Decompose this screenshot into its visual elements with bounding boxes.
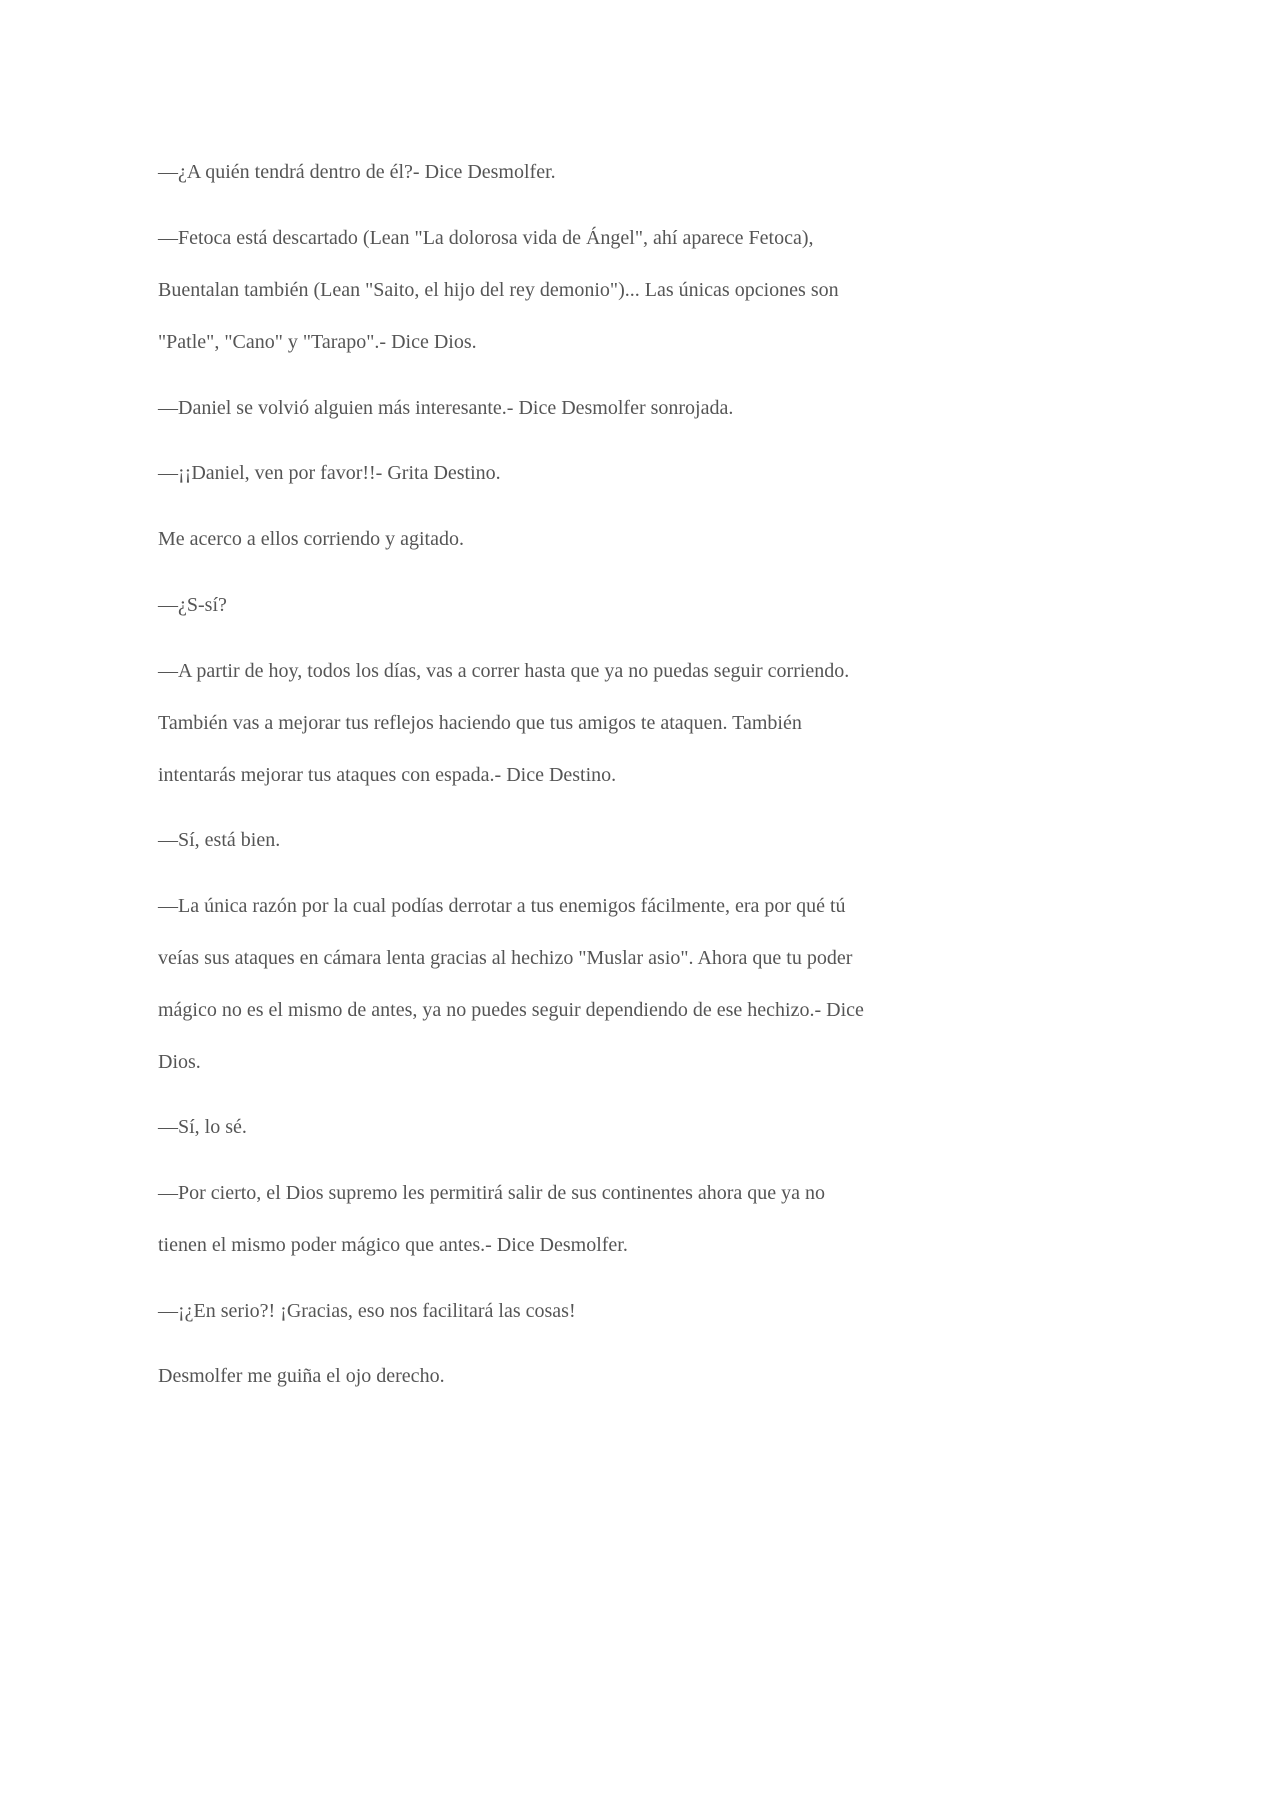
paragraph: [158, 1167, 958, 1271]
text-line: Dios.: [158, 1051, 201, 1073]
text-line: mágico no es el mismo de antes, ya no puedes seguir dependiendo de ese hechizo.- Dice: [158, 999, 864, 1021]
paragraph: [158, 1101, 958, 1153]
paragraph: [158, 645, 958, 801]
paragraph: [158, 880, 958, 1088]
paragraph: [158, 447, 958, 499]
paragraph: [158, 146, 958, 198]
paragraph: [158, 814, 958, 866]
paragraph: [158, 212, 958, 368]
paragraph: [158, 1350, 958, 1402]
paragraph: [158, 513, 958, 565]
paragraph: [158, 579, 958, 631]
text-line: tienen el mismo poder mágico que antes.- Dice Desmolfer.: [158, 1234, 628, 1256]
text-line: Buentalan también (Lean "Saito, el hijo del rey demonio")... Las únicas opciones son: [158, 279, 839, 301]
text-line: Desmolfer me guiña el ojo derecho.: [158, 1365, 445, 1387]
text-line: —¡¡Daniel, ven por favor!!- Grita Destino.: [158, 462, 501, 484]
paragraph: [158, 1285, 958, 1337]
text-line: veías sus ataques en cámara lenta gracias al hechizo "Muslar asio". Ahora que tu poder: [158, 947, 853, 969]
text-line: —La única razón por la cual podías derrotar a tus enemigos fácilmente, era por qué tú: [158, 895, 846, 917]
text-line: —Fetoca está descartado (Lean "La dolorosa vida de Ángel", ahí aparece Fetoca),: [158, 227, 814, 249]
text-line: —Sí, está bien.: [158, 829, 281, 851]
text-line: intentarás mejorar tus ataques con espada.- Dice Destino.: [158, 764, 617, 786]
text-line: También vas a mejorar tus reflejos haciendo que tus amigos te ataquen. También: [158, 712, 802, 734]
text-line: —¿A quién tendrá dentro de él?- Dice Desmolfer.: [158, 161, 556, 183]
text-line: —A partir de hoy, todos los días, vas a correr hasta que ya no puedas seguir corriendo.: [158, 660, 850, 682]
text-line: —Por cierto, el Dios supremo les permitirá salir de sus continentes ahora que ya no: [158, 1182, 826, 1204]
text-line: Me acerco a ellos corriendo y agitado.: [158, 528, 464, 550]
paragraph: [158, 382, 958, 434]
text-line: —Daniel se volvió alguien más interesante.- Dice Desmolfer sonrojada.: [158, 397, 734, 419]
text-line: —Sí, lo sé.: [158, 1116, 247, 1138]
text-line: "Patle", "Cano" y "Tarapo".- Dice Dios.: [158, 331, 477, 353]
text-line: —¡¿En serio?! ¡Gracias, eso nos facilitará las cosas!: [158, 1300, 576, 1322]
text-line: —¿S-sí?: [158, 594, 227, 616]
